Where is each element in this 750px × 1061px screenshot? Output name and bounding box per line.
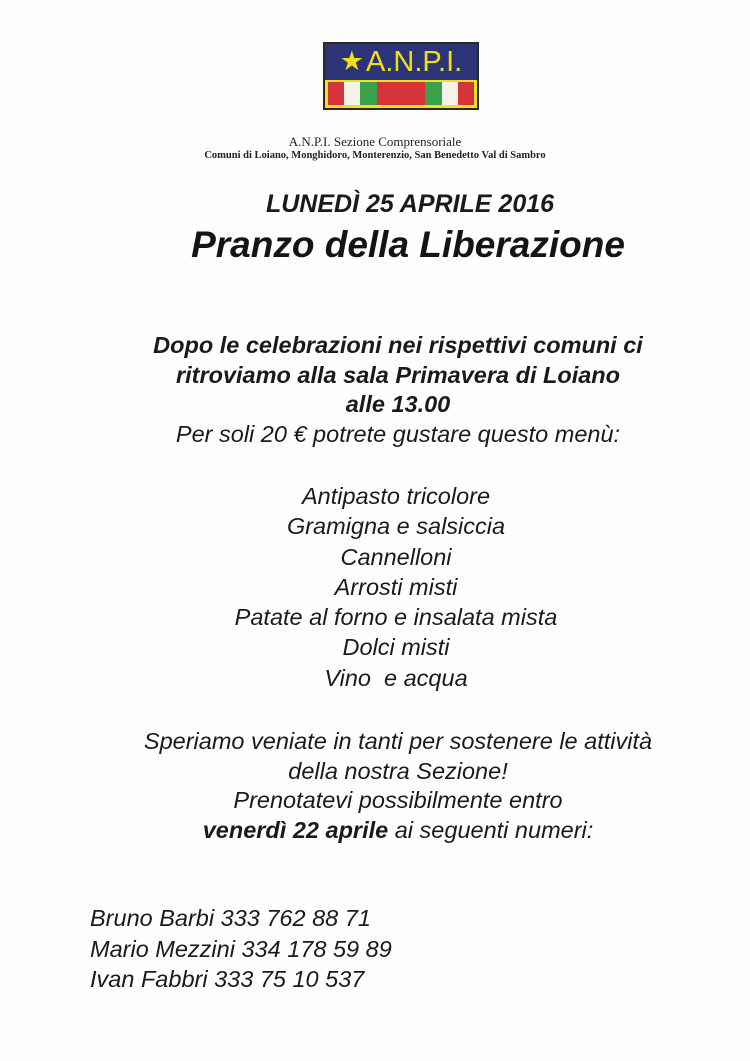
closing-block [0, 727, 750, 845]
flag-stripe-red [328, 82, 344, 105]
deadline-line [0, 816, 750, 846]
flag-stripe-white [442, 82, 458, 105]
deadline-rest: ai seguenti numeri: [388, 816, 594, 843]
anpi-logo [323, 42, 479, 110]
closing-line: Prenotatevi possibilmente entro [233, 787, 563, 813]
contact-entry: Mario Mezzini 334 178 59 89 [90, 935, 392, 962]
menu-list [0, 481, 750, 693]
intro-line: alle 13.00 [345, 391, 451, 417]
menu-item: Vino e acqua [324, 664, 468, 691]
municipalities: Comuni di Loiano, Monghidoro, Monterenzio, San Benedetto Val di Sambro [204, 150, 546, 161]
logo-banner [325, 44, 477, 80]
italian-flag-strip [328, 82, 474, 105]
flag-stripe-green [360, 82, 376, 105]
event-title: Pranzo della Liberazione [191, 224, 625, 265]
deadline-date: venerdì 22 aprile [202, 816, 389, 843]
intro-block [0, 331, 750, 449]
flag-stripe-red [393, 82, 409, 105]
contacts-list [90, 903, 392, 995]
closing-line: della nostra Sezione! [288, 757, 508, 784]
flag-stripe-red [409, 82, 425, 105]
menu-item: Cannelloni [340, 543, 452, 570]
star-icon: ★ [339, 46, 365, 77]
intro-line: Dopo le celebrazioni nei rispettivi comuni ci [153, 332, 643, 358]
flag-stripe-red [458, 82, 474, 105]
flag-stripe-red [377, 82, 393, 105]
menu-item: Arrosti misti [334, 573, 458, 600]
intro-line: ritroviamo alla sala Primavera di Loiano [175, 361, 621, 388]
event-date: LUNEDÌ 25 APRILE 2016 [265, 190, 555, 218]
flag-stripe-white [344, 82, 360, 105]
flag-stripe-green [425, 82, 441, 105]
contact-entry: Bruno Barbi 333 762 88 71 [90, 905, 371, 931]
logo-text: A.N.P.I. [366, 46, 463, 78]
contact-entry: Ivan Fabbri 333 75 10 537 [90, 966, 365, 992]
menu-item: Antipasto tricolore [301, 483, 491, 509]
menu-item: Gramigna e salsiccia [286, 513, 506, 540]
menu-item: Patate al forno e insalata mista [234, 604, 558, 631]
price-line: Per soli 20 € potrete gustare questo menù: [175, 420, 621, 447]
section-name: A.N.P.I. Sezione Comprensoriale [288, 134, 462, 149]
menu-item: Dolci misti [342, 634, 450, 661]
closing-line: Speriamo veniate in tanti per sostenere le attività [143, 728, 653, 754]
